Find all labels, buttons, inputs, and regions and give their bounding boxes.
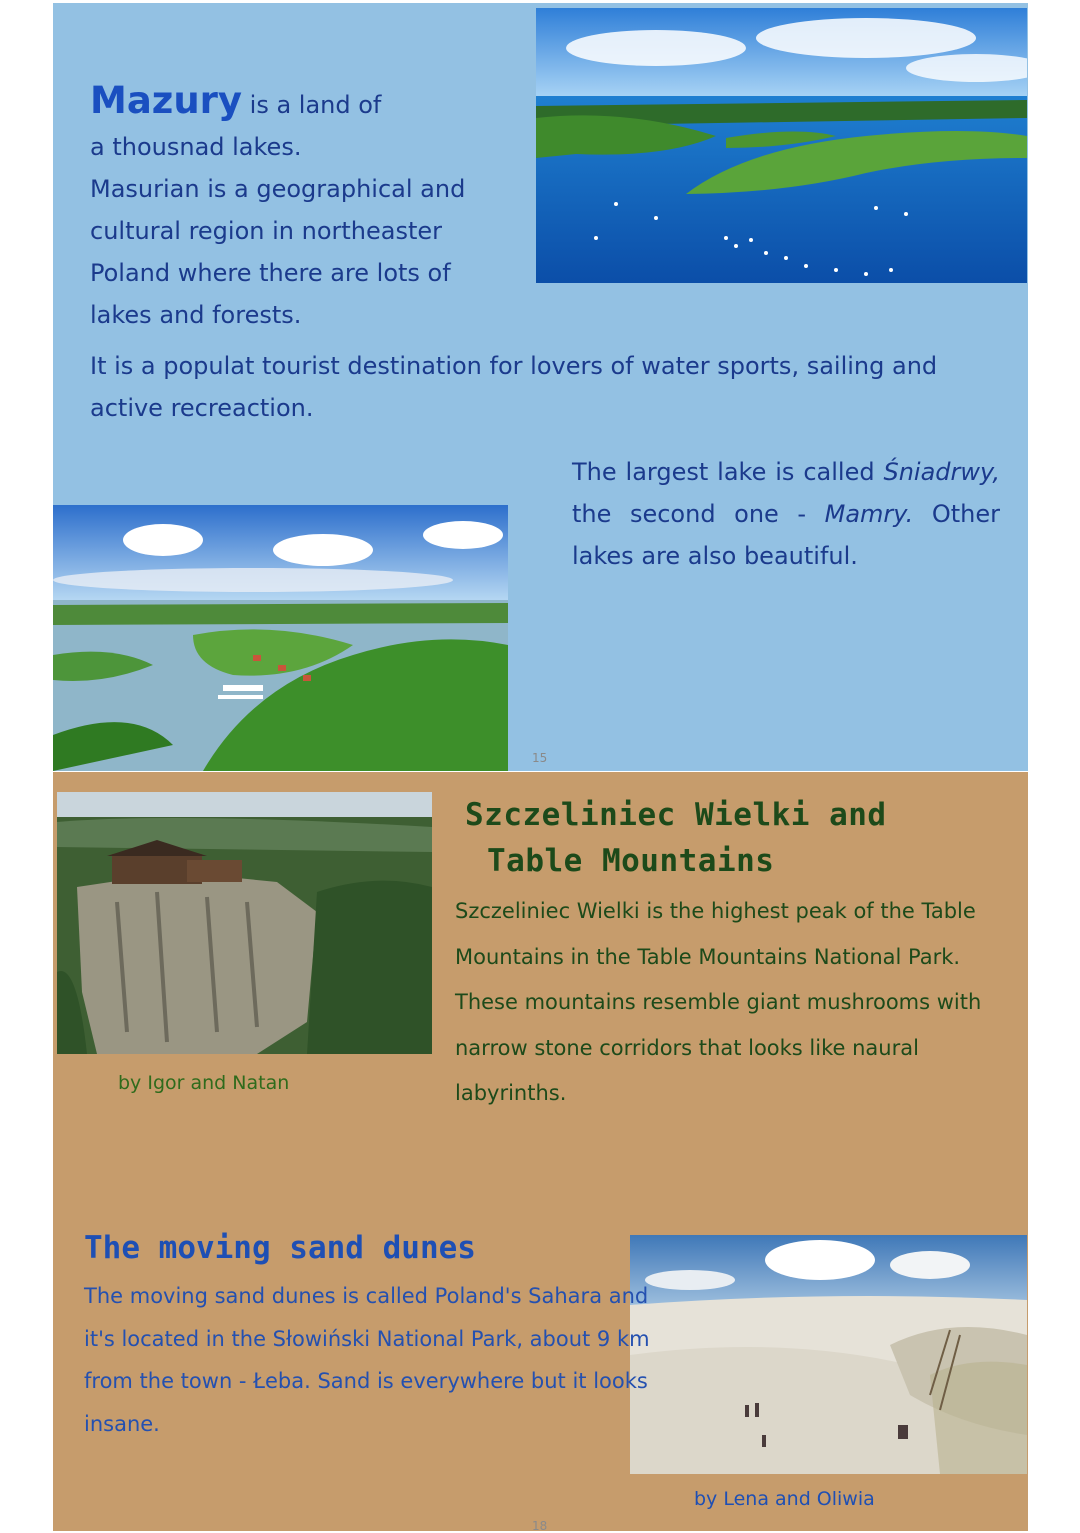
lakes-text-a: The largest lake is called	[572, 458, 884, 486]
mazury-line-5: lakes and forests.	[90, 301, 302, 329]
szczeliniec-body: Szczeliniec Wielki is the highest peak of the Table Mountains in the Table Mountains National Park. These mountains resemble giant mushrooms with narrow stone corridors that looks like naural labyrinths.	[455, 899, 982, 1105]
mazury-line-4: Poland where there are lots of	[90, 259, 451, 287]
mazury-line-1: a thousnad lakes.	[90, 133, 302, 161]
lakes-text-b: the second one -	[572, 500, 825, 528]
dunes-body: The moving sand dunes is called Poland's Sahara and it's located in the Słowiński National Park, about 9 km from the town - Łeba. Sand is everywhere but it looks insane.	[84, 1284, 650, 1436]
dunes-photo	[630, 1235, 1027, 1474]
lake-name-mamry: Mamry.	[824, 500, 914, 528]
mazury-line-2: Masurian is a geographical and	[90, 175, 466, 203]
mazury-line-3: cultural region in northeaster	[90, 217, 443, 245]
szczeliniec-photo	[57, 792, 432, 1054]
mazury-lakes-photo	[536, 8, 1027, 283]
mazury-title-line	[90, 80, 510, 126]
mazury-intro	[90, 80, 510, 336]
dunes-title: The moving sand dunes	[84, 1230, 476, 1266]
mazury-intro-rest: is a land of	[242, 91, 382, 119]
szczeliniec-credit: by Igor and Natan	[118, 1072, 290, 1094]
lake-name-sniadrwy: Śniadrwy,	[883, 458, 1000, 486]
mazury-title: Mazury	[90, 79, 243, 122]
lakes-text-c: Other lakes are also beautiful.	[572, 500, 1000, 570]
lakes-paragraph	[572, 451, 1000, 577]
mazury-village-photo	[53, 505, 508, 771]
dunes-credit: by Lena and Oliwia	[694, 1488, 875, 1510]
page-number-15: 15	[532, 751, 548, 765]
szczeliniec-title-line-2: Table Mountains	[487, 843, 775, 879]
szczeliniec-title-line-1: Szczeliniec Wielki and	[465, 797, 887, 833]
page-number-18: 18	[532, 1519, 548, 1533]
mazury-tourist-text: It is a populat tourist destination for lovers of water sports, sailing and active recreaction.	[90, 352, 938, 422]
szczeliniec-title	[465, 792, 985, 884]
